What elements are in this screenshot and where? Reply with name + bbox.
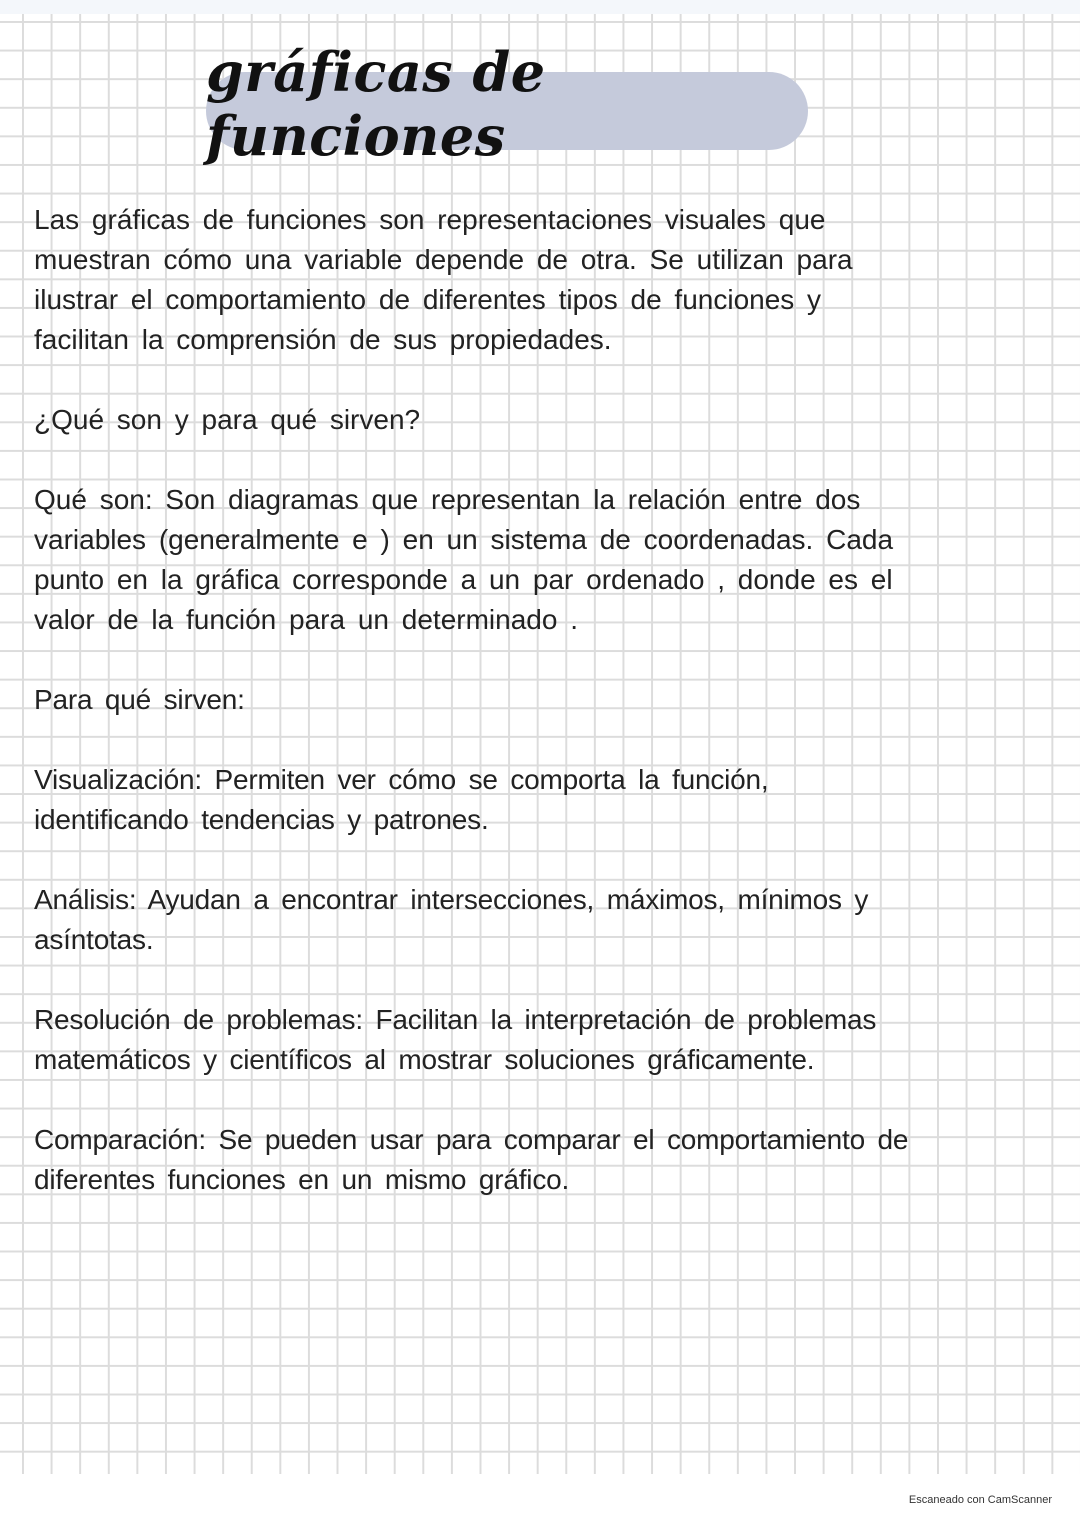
use-analisis — [34, 880, 994, 960]
text-line: Visualización: Permiten ver cómo se comporta la función, — [34, 764, 769, 795]
use-visualizacion — [34, 760, 994, 840]
text-line: Qué son: Son diagramas que representan la relación entre dos — [34, 484, 861, 515]
que-son-paragraph — [34, 480, 994, 640]
text-line: Comparación: Se pueden usar para comparar el comportamiento de — [34, 1124, 909, 1155]
text-line: identificando tendencias y patrones. — [34, 804, 489, 835]
section-question: ¿Qué son y para qué sirven? — [34, 404, 421, 435]
intro-paragraph — [34, 200, 994, 360]
top-band — [0, 0, 1080, 14]
text-line: muestran cómo una variable depende de otra. Se utilizan para — [34, 244, 853, 275]
title-banner — [206, 40, 808, 168]
para-que-heading: Para qué sirven: — [34, 684, 245, 715]
use-comparacion — [34, 1120, 994, 1200]
text-line: Resolución de problemas: Facilitan la interpretación de problemas — [34, 1004, 877, 1035]
text-line: valor de la función para un determinado . — [34, 604, 578, 635]
text-line: asíntotas. — [34, 924, 154, 955]
use-resolucion — [34, 1000, 994, 1080]
text-line: Análisis: Ayudan a encontrar intersecciones, máximos, mínimos y — [34, 884, 869, 915]
document-body — [34, 200, 994, 1200]
page-title: gráficas de funciones — [206, 40, 546, 168]
text-line: Las gráficas de funciones son representaciones visuales que — [34, 204, 826, 235]
text-line: diferentes funciones en un mismo gráfico. — [34, 1164, 570, 1195]
text-line: punto en la gráfica corresponde a un par ordenado , donde es el — [34, 564, 893, 595]
text-line: matemáticos y científicos al mostrar soluciones gráficamente. — [34, 1044, 815, 1075]
text-line: ilustrar el comportamiento de diferentes tipos de funciones y — [34, 284, 822, 315]
text-line: facilitan la comprensión de sus propiedades. — [34, 324, 612, 355]
text-line: variables (generalmente e ) en un sistema de coordenadas. Cada — [34, 524, 894, 555]
scanner-watermark: Escaneado con CamScanner — [908, 1494, 1052, 1506]
